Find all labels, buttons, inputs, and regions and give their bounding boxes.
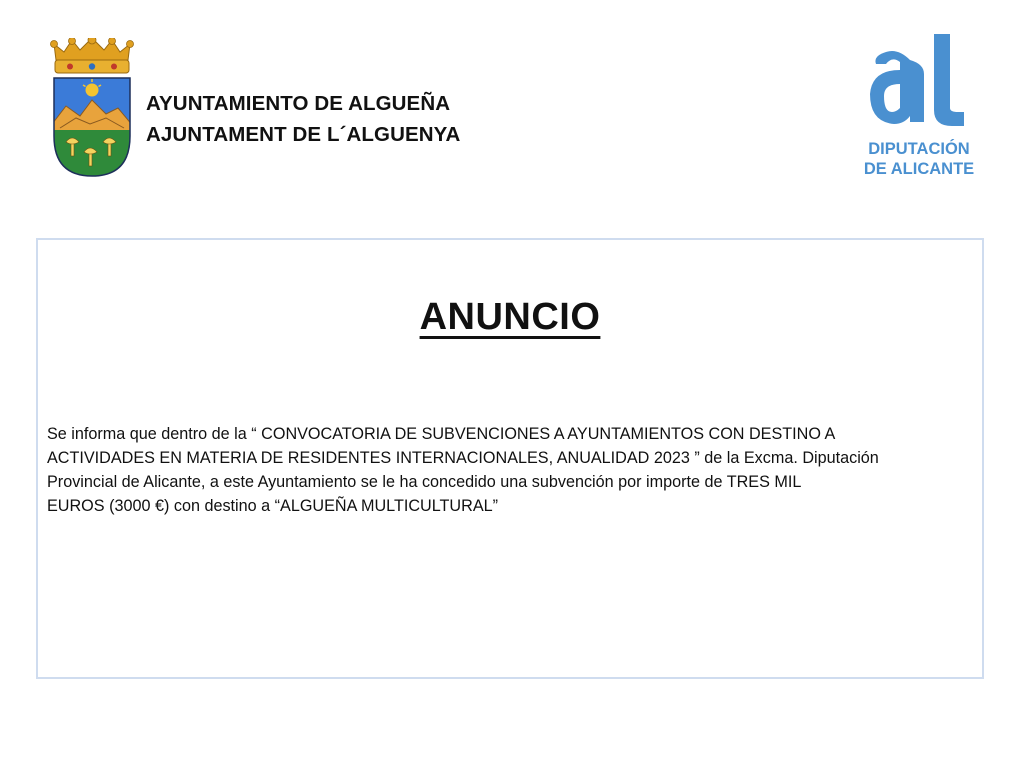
diputacion-logo-line1: DIPUTACIÓN <box>868 140 970 158</box>
town-name-va: AJUNTAMENT DE L´ALGUENYA <box>146 123 461 146</box>
crown-icon <box>51 38 134 73</box>
diputacion-monogram-icon <box>870 34 964 126</box>
announcement-body-line: ACTIVIDADES EN MATERIA DE RESIDENTES INTERNACIONALES, ANUALIDAD 2023 ” de la Excma. Diputación <box>47 449 879 467</box>
town-names <box>146 88 460 150</box>
announcement-title: ANUNCIO <box>419 296 601 338</box>
announcement-body <box>47 422 947 518</box>
announcement-body-line: Se informa que dentro de la “ CONVOCATORIA DE SUBVENCIONES A AYUNTAMIENTOS CON DESTINO A <box>47 425 836 443</box>
coat-of-arms-icon <box>46 38 138 178</box>
diputacion-alicante-logo <box>858 30 980 180</box>
announcement-body-line: EUROS (3000 €) con destino a “ALGUEÑA MULTICULTURAL” <box>47 497 499 515</box>
town-name-es: AYUNTAMIENTO DE ALGUEÑA <box>146 92 451 115</box>
announcement-title-row <box>38 296 982 339</box>
announcement-box <box>36 238 984 679</box>
announcement-body-line: Provincial de Alicante, a este Ayuntamiento se le ha concedido una subvención por importe de TRES MIL <box>47 473 802 491</box>
diputacion-logo-line2: DE ALICANTE <box>863 160 975 178</box>
